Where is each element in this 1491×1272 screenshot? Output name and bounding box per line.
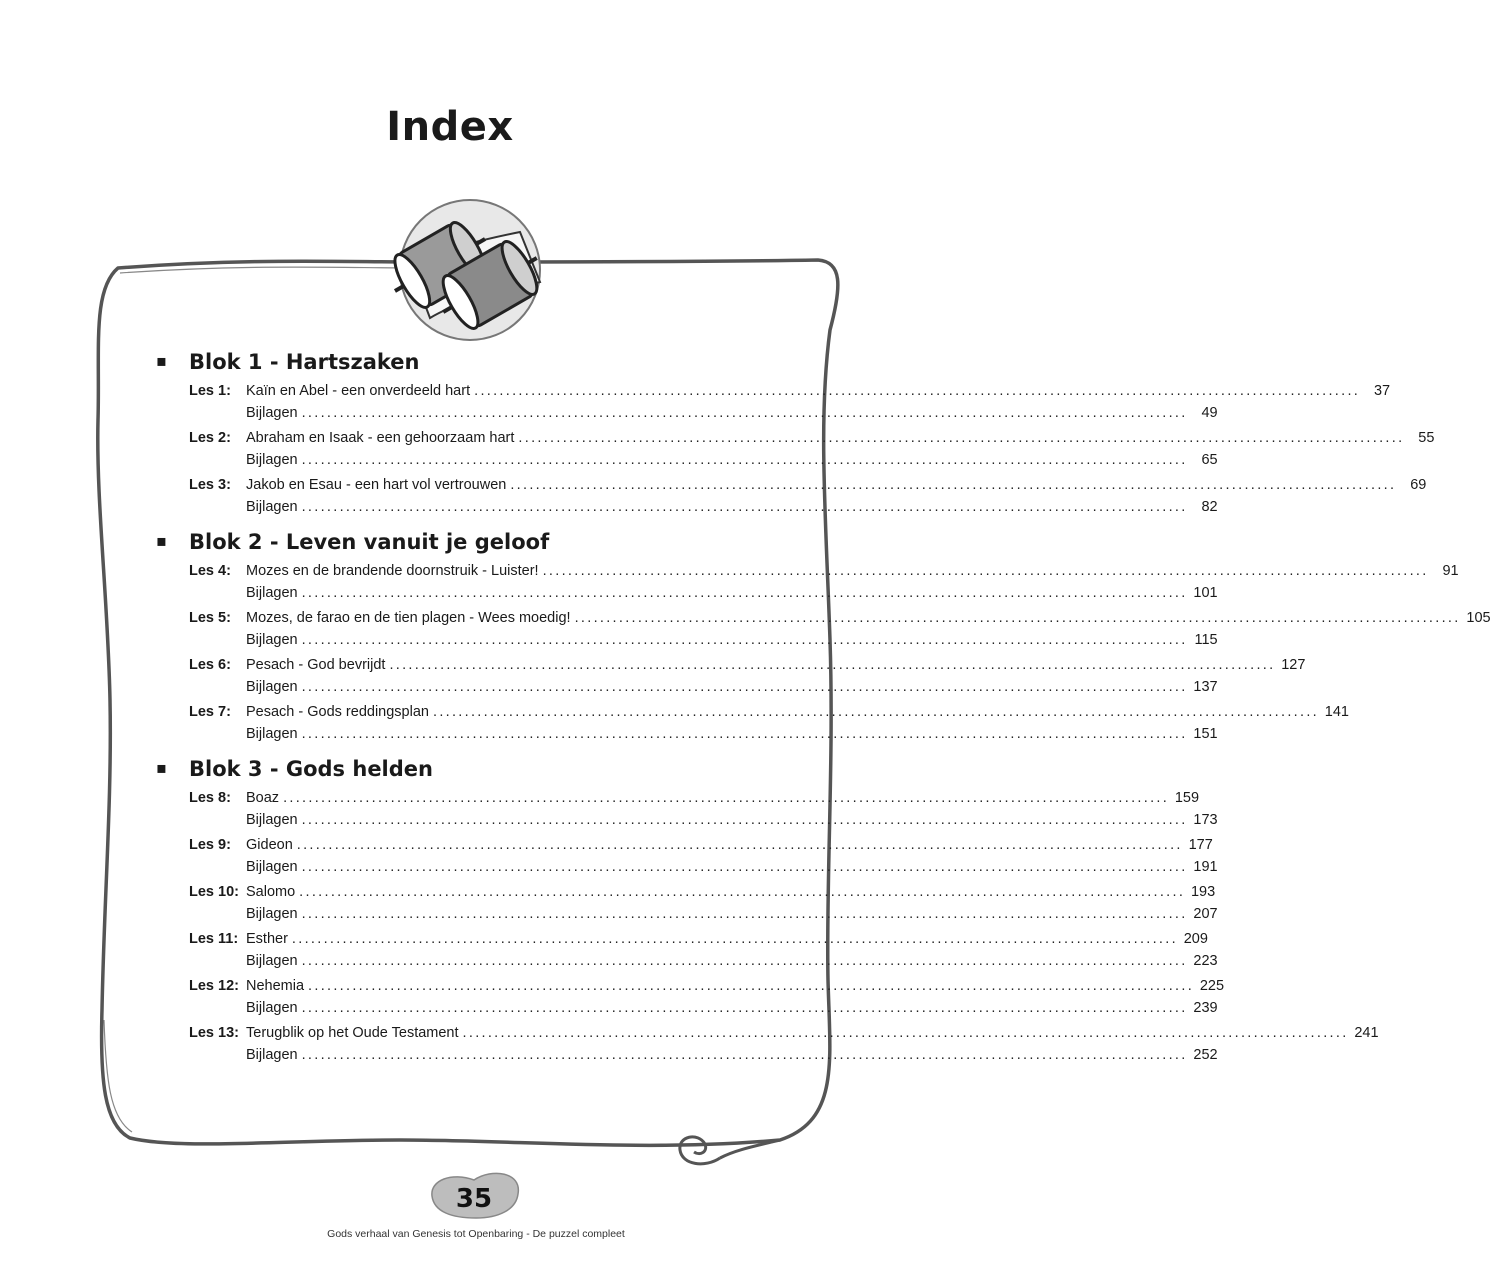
dot-leader: ............................................................................................................................................	[301, 1047, 1188, 1063]
bijlagen-entry[interactable]	[156, 997, 1218, 1019]
dot-leader: ............................................................................................................................................	[542, 563, 1429, 579]
lesson-title: Jakob en Esau - een hart vol vertrouwen	[246, 477, 507, 493]
lesson-page-number: 193	[1190, 884, 1216, 900]
dot-leader: ............................................................................................................................................	[462, 1025, 1349, 1041]
dot-leader: ............................................................................................................................................	[283, 790, 1170, 806]
dot-leader: ............................................................................................................................................	[301, 906, 1188, 922]
bijlagen-entry[interactable]	[156, 1044, 1218, 1066]
lesson-label: Les 6:	[189, 657, 231, 673]
dot-leader: ............................................................................................................................................	[510, 477, 1397, 493]
bijlagen-title: Bijlagen	[246, 679, 298, 695]
dot-leader: ............................................................................................................................................	[301, 499, 1188, 515]
bijlagen-page-number: 65	[1201, 452, 1218, 468]
lesson-page-number: 177	[1188, 837, 1213, 853]
dot-leader: ............................................................................................................................................	[291, 931, 1178, 947]
dot-leader: ............................................................................................................................................	[301, 726, 1188, 742]
dot-leader: ............................................................................................................................................	[301, 859, 1188, 875]
lesson-label: Les 12:	[189, 978, 239, 994]
lesson-entry[interactable]	[156, 607, 1491, 629]
page-title: Index	[386, 104, 514, 150]
lesson-page-number: 69	[1410, 477, 1427, 493]
bijlagen-title: Bijlagen	[246, 1047, 298, 1063]
lesson-group	[156, 834, 1218, 878]
block-heading	[156, 530, 676, 560]
bijlagen-entry[interactable]	[156, 809, 1218, 831]
lesson-page-number: 105	[1466, 610, 1491, 626]
lesson-title: Pesach - Gods reddingsplan	[246, 704, 429, 720]
bullet-icon: ▪	[156, 531, 167, 550]
lesson-title: Boaz	[246, 790, 280, 806]
bijlagen-title: Bijlagen	[246, 585, 298, 601]
lesson-label: Les 5:	[189, 610, 231, 626]
bijlagen-page-number: 82	[1201, 499, 1218, 515]
lesson-label: Les 7:	[189, 704, 231, 720]
lesson-label: Les 8:	[189, 790, 231, 806]
lesson-label: Les 4:	[189, 563, 231, 579]
lesson-entry[interactable]	[156, 928, 1208, 950]
lesson-group	[156, 474, 1427, 518]
bijlagen-page-number: 49	[1201, 405, 1218, 421]
lesson-label: Les 13:	[189, 1025, 239, 1041]
dot-leader: ............................................................................................................................................	[474, 383, 1361, 399]
bijlagen-entry[interactable]	[156, 950, 1218, 972]
lesson-group	[156, 975, 1225, 1019]
lesson-label: Les 1:	[189, 383, 231, 399]
lesson-group	[156, 787, 1218, 831]
bijlagen-title: Bijlagen	[246, 499, 298, 515]
lesson-page-number: 209	[1183, 931, 1208, 947]
lesson-title: Kaïn en Abel - een onverdeeld hart	[246, 383, 471, 399]
dot-leader: ............................................................................................................................................	[301, 585, 1188, 601]
bijlagen-page-number: 151	[1193, 726, 1218, 742]
bijlagen-title: Bijlagen	[246, 953, 298, 969]
bijlagen-page-number: 101	[1193, 585, 1218, 601]
bijlagen-entry[interactable]	[156, 402, 1218, 424]
bijlagen-title: Bijlagen	[246, 632, 298, 648]
dot-leader: ............................................................................................................................................	[301, 632, 1188, 648]
bullet-icon: ▪	[156, 351, 167, 370]
lesson-group	[156, 654, 1306, 698]
dot-leader: ............................................................................................................................................	[389, 657, 1276, 673]
lesson-entry[interactable]	[156, 881, 1216, 903]
lesson-entry[interactable]	[156, 427, 1435, 449]
lesson-label: Les 2:	[189, 430, 231, 446]
dot-leader: ............................................................................................................................................	[574, 610, 1461, 626]
lesson-title: Abraham en Isaak - een gehoorzaam hart	[246, 430, 515, 446]
dot-leader: ............................................................................................................................................	[432, 704, 1319, 720]
lesson-title: Mozes, de farao en de tien plagen - Wees moedig!	[246, 610, 571, 626]
bijlagen-title: Bijlagen	[246, 452, 298, 468]
dot-leader: ............................................................................................................................................	[518, 430, 1405, 446]
lesson-title: Esther	[246, 931, 288, 947]
dot-leader: ............................................................................................................................................	[301, 1000, 1188, 1016]
dot-leader: ............................................................................................................................................	[308, 978, 1195, 994]
dot-leader: ............................................................................................................................................	[301, 405, 1188, 421]
lesson-entry[interactable]	[156, 787, 1200, 809]
bijlagen-entry[interactable]	[156, 723, 1218, 745]
footer-caption: Gods verhaal van Genesis tot Openbaring - De puzzel compleet	[327, 1228, 625, 1240]
bijlagen-page-number: 252	[1193, 1047, 1218, 1063]
lesson-group	[156, 380, 1391, 424]
index-list	[156, 350, 1491, 1069]
dot-leader: ............................................................................................................................................	[301, 953, 1188, 969]
lesson-label: Les 10:	[189, 884, 239, 900]
lesson-page-number: 241	[1354, 1025, 1379, 1041]
lesson-page-number: 159	[1174, 790, 1200, 806]
bijlagen-entry[interactable]	[156, 582, 1218, 604]
bijlagen-title: Bijlagen	[246, 859, 298, 875]
lesson-label: Les 9:	[189, 837, 231, 853]
lesson-page-number: 225	[1199, 978, 1225, 994]
scroll-icon	[380, 200, 552, 340]
block-title: Blok 2 - Leven vanuit je geloof	[189, 530, 550, 554]
lesson-page-number: 91	[1442, 563, 1459, 579]
lesson-entry[interactable]	[156, 380, 1391, 402]
lesson-group	[156, 701, 1349, 745]
lesson-group	[156, 928, 1218, 972]
lesson-page-number: 55	[1418, 430, 1435, 446]
bijlagen-entry[interactable]	[156, 496, 1218, 518]
block-title: Blok 1 - Hartszaken	[189, 350, 420, 374]
dot-leader: ............................................................................................................................................	[296, 837, 1183, 853]
bijlagen-page-number: 173	[1193, 812, 1218, 828]
block-heading	[156, 757, 676, 787]
bijlagen-entry[interactable]	[156, 676, 1218, 698]
bijlagen-entry[interactable]	[156, 856, 1218, 878]
lesson-entry[interactable]	[156, 1022, 1379, 1044]
bijlagen-page-number: 223	[1193, 953, 1218, 969]
bullet-icon: ▪	[156, 758, 167, 777]
bijlagen-entry[interactable]	[156, 449, 1218, 471]
page-number: 35	[455, 1184, 493, 1214]
bijlagen-page-number: 137	[1193, 679, 1218, 695]
bijlagen-title: Bijlagen	[246, 1000, 298, 1016]
lesson-page-number: 141	[1324, 704, 1349, 720]
bijlagen-page-number: 239	[1193, 1000, 1218, 1016]
bijlagen-entry[interactable]	[156, 629, 1218, 651]
lesson-title: Mozes en de brandende doornstruik - Luister!	[246, 563, 539, 579]
lesson-group	[156, 560, 1459, 604]
bijlagen-title: Bijlagen	[246, 812, 298, 828]
lesson-group	[156, 427, 1435, 471]
lesson-title: Terugblik op het Oude Testament	[246, 1025, 459, 1041]
lesson-entry[interactable]	[156, 701, 1349, 723]
dot-leader: ............................................................................................................................................	[301, 452, 1188, 468]
bijlagen-title: Bijlagen	[246, 405, 298, 421]
lesson-label: Les 3:	[189, 477, 231, 493]
bijlagen-title: Bijlagen	[246, 726, 298, 742]
dot-leader: ............................................................................................................................................	[299, 884, 1186, 900]
lesson-entry[interactable]	[156, 975, 1225, 997]
lesson-group	[156, 881, 1218, 925]
lesson-label: Les 11:	[189, 931, 239, 947]
bijlagen-entry[interactable]	[156, 903, 1218, 925]
lesson-title: Nehemia	[246, 978, 305, 994]
lesson-title: Gideon	[246, 837, 293, 853]
block-title: Blok 3 - Gods helden	[189, 757, 433, 781]
lesson-entry[interactable]	[156, 560, 1459, 582]
bijlagen-page-number: 207	[1193, 906, 1218, 922]
bijlagen-page-number: 115	[1194, 632, 1218, 648]
lesson-entry[interactable]	[156, 654, 1306, 676]
lesson-entry[interactable]	[156, 834, 1213, 856]
lesson-title: Pesach - God bevrijdt	[246, 657, 386, 673]
lesson-group	[156, 1022, 1379, 1066]
dot-leader: ............................................................................................................................................	[301, 812, 1188, 828]
lesson-group	[156, 607, 1491, 651]
lesson-page-number: 37	[1373, 383, 1391, 399]
bijlagen-page-number: 191	[1193, 859, 1218, 875]
lesson-entry[interactable]	[156, 474, 1427, 496]
lesson-title: Salomo	[246, 884, 296, 900]
dot-leader: ............................................................................................................................................	[301, 679, 1188, 695]
lesson-page-number: 127	[1281, 657, 1306, 673]
block-heading	[156, 350, 676, 380]
bijlagen-title: Bijlagen	[246, 906, 298, 922]
